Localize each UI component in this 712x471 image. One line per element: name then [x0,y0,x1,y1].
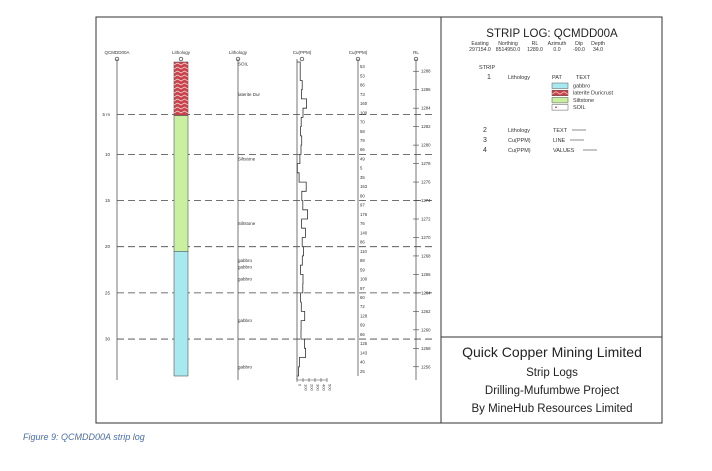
cu-value-label: 100 [360,110,368,116]
column-header: Lithology [171,50,191,55]
legend-soil-dot [555,106,557,108]
lithology-interval [174,251,188,376]
legend-entry-number: 2 [483,127,487,134]
rl-tick-label: 1256 [421,364,431,370]
rl-tick-label: 1288 [421,68,431,74]
cu-value-label: 53 [360,73,365,79]
header-column-label: Depth [591,41,605,47]
cu-value-label: 160 [360,101,368,107]
lithology-text-label: gabbro [238,258,253,264]
column-header-marker [300,57,304,61]
column-header: Cu(PPM) [348,50,368,55]
depth-tick-label: 30 [104,336,110,342]
cu-value-label: 153 [360,184,368,190]
lithology-interval [174,116,188,252]
rl-tick-label: 1274 [421,198,431,204]
header-column-label: Dip [575,41,583,47]
cu-value-label: 60 [360,295,365,300]
cu-value-label: 88 [360,258,365,264]
rl-tick-label: 1284 [421,105,431,111]
legend-entry-number: 4 [483,147,487,154]
rl-tick-label: 1282 [421,124,431,130]
legend-swatch [552,105,568,111]
figure-caption: Figure 9: QCMDD00A strip log [23,432,145,442]
legend-strip-label: STRIP [479,65,496,71]
cu-value-label: 110 [360,248,367,254]
header-column-label: RL [531,41,539,47]
legend-swatch [552,97,568,103]
cu-value-label: 66 [360,331,365,337]
legend-pat-label: PAT [552,75,562,81]
column-header: QCMDD00A [104,50,130,55]
cu-scale-label: 0 [297,384,303,387]
author-line: By MineHub Resources Limited [471,403,633,415]
depth-tick-label: 15 [104,198,110,204]
cu-value-label: 79 [360,138,365,143]
cu-line-column [297,59,308,380]
strip-title: STRIP LOG: QCMDD00A [486,28,618,40]
rl-tick-label: 1264 [421,290,431,296]
cu-scale-label: 400 [321,384,327,391]
rl-tick-label: 1286 [421,87,431,93]
cu-scale-label: 300 [315,384,321,391]
cu-step-line [297,62,308,376]
title-block [462,344,642,415]
lithology-text-label: gabbro [238,264,253,270]
lithology-column [174,62,188,376]
rl-tick-label: 1278 [421,161,431,167]
cu-value-label: 66 [360,147,365,153]
header-column-value: 297154.0 [469,47,491,53]
column-header: Lithology [228,50,248,55]
rl-tick-label: 1280 [421,142,431,148]
lithology-text-label: gabbro [238,276,253,282]
lithology-text-label: SOIL [238,61,249,67]
cu-value-label: 5 [360,165,363,171]
header-column-value: 8514950.0 [495,47,521,53]
lithology-text-label: gabbro [238,318,253,324]
header-column-label: Northing [498,41,518,47]
company-name: Quick Copper Mining Limited [462,344,642,360]
log-area [102,50,436,391]
cu-value-label: 128 [360,313,368,319]
rl-tick-label: 1260 [421,327,431,333]
legend-entry-number: 1 [487,74,491,81]
cu-scale-label: 100 [303,384,309,391]
legend-entry-name: Lithology [508,75,531,81]
legend [479,65,614,154]
lithology-text-label: gabbro [238,364,253,370]
legend-entry-name: Cu(PPM) [508,148,531,154]
header-column-value: 0.0 [553,47,561,53]
column-headers [104,50,419,61]
depth-tick-label: 20 [104,244,110,250]
document-title: Strip Logs [526,367,578,379]
cu-value-label: 59 [360,267,365,273]
depth-tick-label: 10 [104,151,110,157]
rl-tick-label: 1268 [421,253,431,259]
legend-pattern-label: SOIL [573,105,586,112]
legend-pattern-label: gabbro [573,83,591,90]
project-name: Drilling-Mufumbwe Project [484,385,620,397]
column-header: Cu(PPM) [292,50,312,55]
cu-value-label: 76 [360,221,365,227]
depth-tick-label: 25 [104,290,110,296]
cu-value-label: 97 [360,202,365,208]
legend-entry-style: VALUES [553,148,575,154]
cu-value-label: 125 [360,341,368,347]
legend-pattern-label: laterite Duricrust [573,90,614,97]
column-header-marker [179,57,183,61]
cu-value-label: 80 [360,193,365,199]
cu-value-label: 86 [360,82,365,88]
cu-scale-label: 500 [327,384,333,391]
legend-entry-name: Lithology [508,128,531,134]
cu-scale-label: 200 [309,384,315,391]
rl-tick-label: 1258 [421,345,431,351]
cu-value-label: 70 [360,119,365,125]
header-column-value: 34.0 [592,47,604,53]
cu-value-label: 97 [360,285,365,291]
header-column-label: Azimuth [547,41,567,47]
lithology-text-column [238,61,261,369]
strip-header [469,28,618,53]
legend-text-label: TEXT [576,75,591,81]
lithology-text-label: Siltstone [238,221,256,227]
cu-value-label: 176 [360,211,368,217]
rl-tick-label: 1270 [421,234,431,240]
cu-value-label: 69 [360,322,365,328]
rl-tick-label: 1272 [421,216,431,222]
legend-entry-style: LINE [553,138,566,144]
cu-value-label: 49 [360,156,365,162]
rl-tick-label: 1262 [421,308,431,314]
header-column-value: 1289.0 [527,47,543,53]
cu-value-label: 40 [360,359,365,365]
lithology-text-label: laterite Dur [238,91,261,97]
header-column-label: Easting [471,41,489,47]
cu-value-label: 35 [360,174,365,180]
legend-entry-name: Cu(PPM) [508,138,531,144]
header-column-value: -90.0 [573,47,585,53]
cu-value-label: 72 [360,304,365,310]
lithology-text-label: Siltstone [238,156,256,162]
cu-value-label: 100 [360,276,368,282]
cu-values-column [360,64,368,374]
cu-bottom-scale [297,378,333,391]
cu-value-label: 86 [360,239,365,245]
cu-value-label: 25 [360,368,365,374]
legend-entry-number: 3 [483,137,487,144]
legend-pattern-label: Siltstone [573,97,595,104]
cu-value-label: 73 [360,91,365,97]
depth-tick-label: 5 m [102,112,110,118]
column-header: RL [413,50,419,55]
legend-swatch [552,83,568,89]
header-columns [469,41,605,53]
cu-value-label: 143 [360,350,368,356]
cu-value-label: 58 [360,128,365,134]
rl-tick-label: 1276 [421,179,431,185]
log-columns [117,59,416,380]
cu-value-label: 53 [360,64,365,70]
depth-gridlines [102,112,436,341]
cu-value-label: 140 [360,230,368,236]
legend-entry-style: TEXT [553,128,568,134]
rl-tick-label: 1266 [421,271,431,277]
